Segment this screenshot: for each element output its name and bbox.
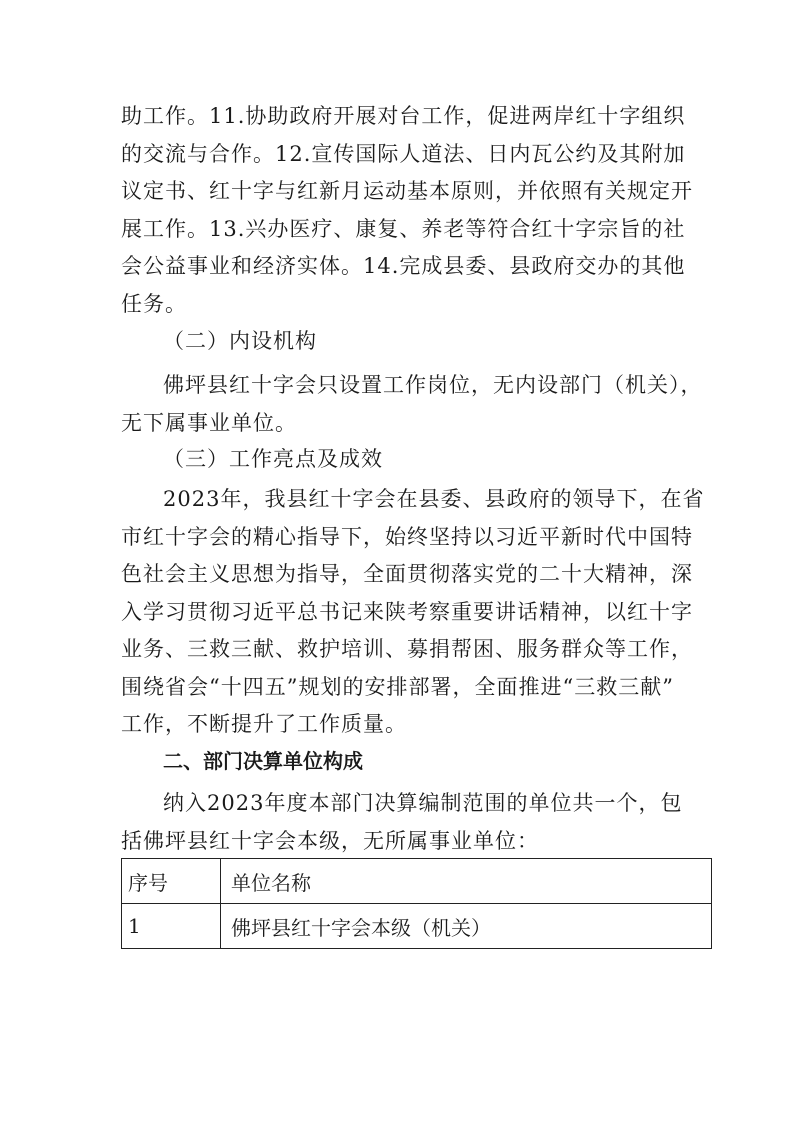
section-title-highlights: （三）工作亮点及成效 xyxy=(163,447,383,471)
text-line: 无下属事业单位。 xyxy=(121,410,297,435)
text-line: 色社会主义思想为指导，全面贯彻落实党的二十大精神，深 xyxy=(121,562,693,586)
text-line: 括佛坪县红十字会本级，无所属事业单位： xyxy=(121,828,539,853)
header-unit-name: 单位名称 xyxy=(221,859,712,904)
text-line: 入学习贯彻习近平总书记来陕考察重要讲话精神，以红十字 xyxy=(121,599,693,624)
text-line: 纳入2023年度本部门决算编制范围的单位共一个，包 xyxy=(163,791,683,815)
text-line: 展工作。13.兴办医疗、康复、养老等符合红十字宗旨的社 xyxy=(121,216,686,241)
text-line: 的交流与合作。12.宣传国际人道法、日内瓦公约及其附加 xyxy=(121,141,686,166)
table-row xyxy=(122,904,712,949)
heading-unit-composition: 二、部门决算单位构成 xyxy=(163,749,363,773)
header-serial-number: 序号 xyxy=(122,859,221,904)
text-line: 佛坪县红十字会只设置工作岗位，无内设部门（机关）， xyxy=(163,373,703,397)
cell-unit-name: 佛坪县红十字会本级（机关） xyxy=(221,904,712,949)
paragraph-duties xyxy=(121,98,693,323)
text-line: 业务、三救三献、救护培训、募捐帮困、服务群众等工作， xyxy=(121,637,693,661)
text-line: 2023年，我县红十字会在县委、县政府的领导下，在省 xyxy=(163,487,705,511)
text-line: 围绕省会“十四五”规划的安排部署，全面推进“三救三献” xyxy=(121,674,674,699)
text-line: 任务。 xyxy=(121,291,187,316)
text-line: 市红十字会的精心指导下，始终坚持以习近平新时代中国特 xyxy=(121,524,693,549)
cell-serial-number: 1 xyxy=(122,904,221,949)
paragraph-highlights xyxy=(121,481,705,744)
table-header-row xyxy=(122,859,712,904)
paragraph-internal-structure xyxy=(121,367,703,442)
text-line: 工作，不断提升了工作质量。 xyxy=(121,712,407,736)
paragraph-unit-composition xyxy=(121,785,681,860)
text-line: 议定书、红十字与红新月运动基本原则，并依照有关规定开 xyxy=(121,179,693,203)
units-table xyxy=(121,858,712,949)
section-title-internal-structure: （二）内设机构 xyxy=(163,329,317,353)
text-line: 会公益事业和经济实体。14.完成县委、县政府交办的其他 xyxy=(121,254,686,278)
text-line: 助工作。11.协助政府开展对台工作，促进两岸红十字组织 xyxy=(121,104,686,128)
